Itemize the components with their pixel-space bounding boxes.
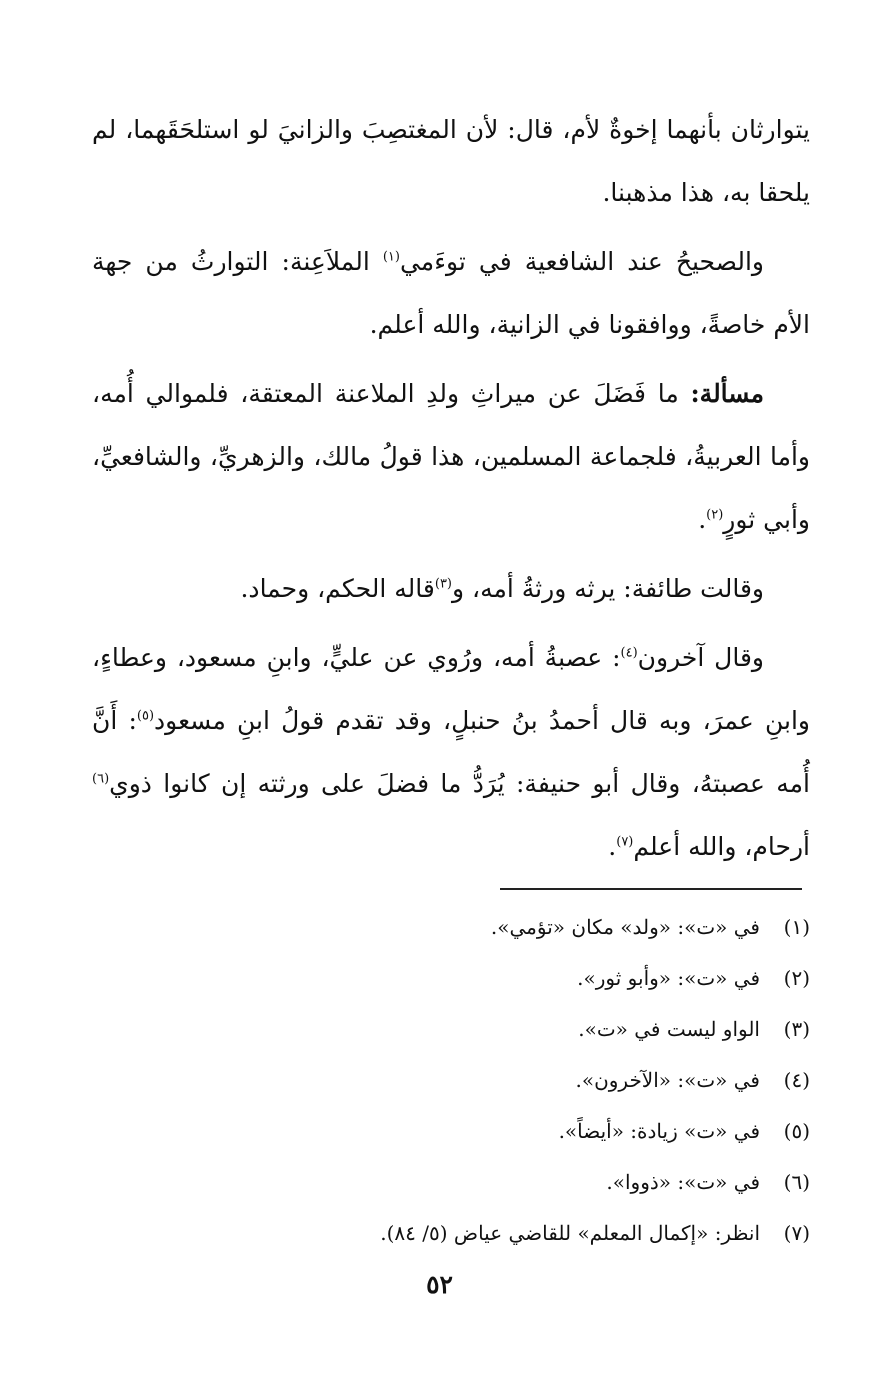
paragraph-2-text-b: الملاَعِنة: التوارثُ من جهة الأم خاصةً، ووافقونا في الزانية، والله أعلم. [92, 247, 810, 339]
footnote-ref-4[interactable]: (٤) [620, 645, 638, 661]
footnote-text: الواو ليست في «ت». [578, 1017, 760, 1041]
paragraph-2-text-a: والصحيحُ عند الشافعية في توءَمي [399, 247, 764, 276]
issue-label: مسألة: [690, 379, 764, 408]
footnote-number: (٧) [783, 1221, 810, 1245]
footnote-item [92, 1208, 810, 1259]
footnote-ref-3[interactable]: (٣) [434, 576, 452, 592]
footnote-text: في «ت»: «وأبو ثور». [577, 966, 760, 990]
paragraph-5-text-e: . [608, 832, 617, 861]
paragraph-3-text-a: ما فَضَلَ عن ميراثِ ولدِ الملاعنة المعتقة، فلموالي أُمه، وأما العربيةُ، فلجماعة المسلمين، هذا قولُ مالك، والزهريِّ، والشافعيِّ، وأبي ثورٍ [92, 379, 810, 534]
footnote-item [92, 1157, 810, 1208]
footnote-ref-1[interactable]: (١) [382, 249, 400, 265]
footnote-number: (١) [783, 915, 810, 939]
paragraph-5 [92, 626, 810, 878]
footnote-text: في «ت»: «ذووا». [606, 1170, 760, 1194]
footnote-divider [500, 888, 802, 890]
paragraph-3-text-b: . [698, 505, 707, 534]
footnote-item [92, 1004, 810, 1055]
paragraph-4-text-a: وقالت طائفة: يرثه ورثةُ أمه، و [452, 574, 764, 603]
footnote-ref-2[interactable]: (٢) [706, 507, 724, 523]
footnote-number: (٤) [783, 1068, 810, 1092]
footnote-ref-5[interactable]: (٥) [136, 708, 155, 724]
paragraph-5-text-c: : أَنَّ أُمه عصبتهُ، وقال أبو حنيفة: يُرَدُّ ما فضلَ على ورثته إن كانوا ذوي [92, 706, 810, 798]
footnote-ref-7[interactable]: (٧) [616, 834, 634, 850]
footnote-number: (٣) [783, 1017, 810, 1041]
paragraph-1-text: يتوارثان بأنهما إخوةٌ لأم، قال: لأن المغتصِبَ والزانيَ لو استلحَقَهما، لم يلحقا به، هذا مذهبنا. [92, 115, 810, 207]
paragraph-1 [92, 98, 810, 224]
paragraph-3 [92, 362, 810, 551]
footnote-text: انظر: «إكمال المعلم» للقاضي عياض (٥/ ٨٤). [380, 1221, 760, 1245]
footnote-text: في «ت» زيادة: «أيضاً». [558, 1119, 760, 1143]
footnote-ref-6[interactable]: (٦) [92, 771, 110, 787]
paragraph-5-text-a: وقال آخرون [637, 643, 764, 672]
paragraph-4-text-b: قاله الحكم، وحماد. [240, 574, 435, 603]
footnote-item [92, 902, 810, 953]
footnote-number: (٢) [783, 966, 810, 990]
page-number: ٥٢ [426, 1270, 453, 1299]
paragraph-5-text-b: : عصبةُ أمه، ورُوي عن عليٍّ، وابنِ مسعود، وعطاءٍ، وابنِ عمرَ، وبه قال أحمدُ بنُ حنبلٍ، وقد تقدم قولُ ابنِ مسعود [92, 643, 810, 735]
footnote-item [92, 1055, 810, 1106]
footnote-text: في «ت»: «ولد» مكان «تؤمي». [490, 915, 760, 939]
footnote-item [92, 1106, 810, 1157]
paragraph-5-text-d: أرحام، والله أعلم [633, 832, 810, 861]
footnote-number: (٥) [783, 1119, 810, 1143]
footnote-item [92, 953, 810, 1004]
paragraph-2 [92, 230, 810, 356]
footnote-text: في «ت»: «الآخرون». [575, 1068, 760, 1092]
paragraph-4 [92, 557, 810, 620]
main-text [92, 98, 810, 884]
footnote-number: (٦) [783, 1170, 810, 1194]
footnotes-list [92, 902, 810, 1259]
